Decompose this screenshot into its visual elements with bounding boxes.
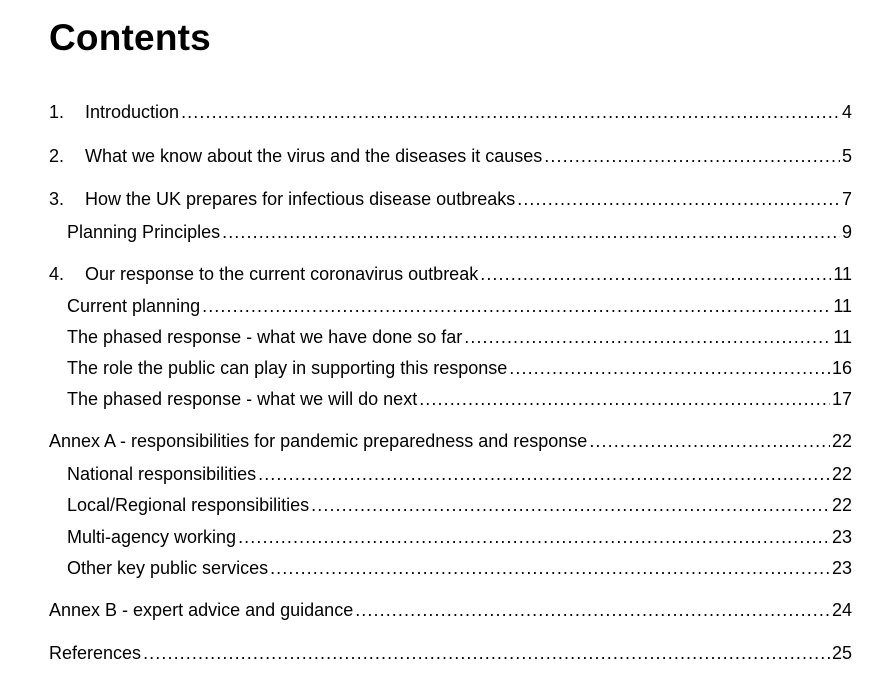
page-title: Contents	[49, 17, 211, 58]
toc-entry-page: 16	[831, 358, 852, 378]
toc-entry-page: 22	[831, 464, 852, 484]
toc-dot-leader	[311, 493, 830, 517]
toc-dot-leader	[544, 144, 840, 168]
toc-entry-text: The phased response - what we will do next	[67, 389, 418, 409]
toc-entry-page: 7	[841, 189, 852, 209]
toc-entry-text: Our response to the current coronavirus outbreak	[85, 264, 479, 284]
toc-entry-page: 23	[831, 527, 852, 547]
toc-entry-annex-b[interactable]	[49, 598, 852, 622]
toc-entry-page: 24	[831, 600, 852, 620]
toc-entry-text: The role the public can play in supporting this response	[67, 358, 508, 378]
toc-entry-text: Annex B - expert advice and guidance	[49, 600, 354, 620]
toc-entry-number: 2.	[49, 146, 65, 166]
toc-dot-leader	[238, 525, 830, 549]
toc-dot-leader	[181, 100, 840, 124]
toc-entry-local-regional-responsibilities[interactable]	[67, 493, 852, 517]
toc-dot-leader	[143, 641, 830, 665]
toc-dot-leader	[509, 356, 830, 380]
toc-entry-multi-agency-working[interactable]	[67, 525, 852, 549]
toc-entry-text: References	[49, 643, 142, 663]
toc-entry-text: National responsibilities	[67, 464, 257, 484]
toc-entry-text: Current planning	[67, 296, 201, 316]
toc-entry-page: 23	[831, 558, 852, 578]
toc-entry-text: Introduction	[85, 102, 180, 122]
toc-dot-leader	[589, 429, 830, 453]
toc-entry-references[interactable]	[49, 641, 852, 665]
toc-entry-page: 22	[831, 431, 852, 451]
toc-entry-number: 4.	[49, 264, 65, 284]
toc-entry-page: 11	[833, 296, 852, 316]
toc-entry-page: 17	[831, 389, 852, 409]
toc-entry-uk-prepares[interactable]	[49, 187, 852, 211]
toc-entry-text: Annex A - responsibilities for pandemic preparedness and response	[49, 431, 588, 451]
toc-entry-planning-principles[interactable]	[67, 220, 852, 244]
toc-entry-role-of-public[interactable]	[67, 356, 852, 380]
toc-entry-annex-a[interactable]	[49, 429, 852, 453]
toc-entry-page: 5	[841, 146, 852, 166]
toc-entry-page: 22	[831, 495, 852, 515]
toc-dot-leader	[270, 556, 830, 580]
toc-entry-text: The phased response - what we have done so far	[67, 327, 463, 347]
toc-dot-leader	[517, 187, 840, 211]
toc-entry-current-planning[interactable]	[67, 294, 852, 318]
toc-entry-page: 25	[831, 643, 852, 663]
toc-entry-introduction[interactable]	[49, 100, 852, 124]
toc-entry-other-key-public-services[interactable]	[67, 556, 852, 580]
toc-entry-page: 4	[841, 102, 852, 122]
toc-entry-what-we-know[interactable]	[49, 144, 852, 168]
toc-entry-text: Multi-agency working	[67, 527, 237, 547]
toc-dot-leader	[222, 220, 840, 244]
toc-dot-leader	[355, 598, 830, 622]
toc-entry-our-response[interactable]	[49, 262, 852, 286]
toc-entry-text: Planning Principles	[67, 222, 221, 242]
toc-entry-number: 1.	[49, 102, 65, 122]
toc-entry-number: 3.	[49, 189, 65, 209]
toc-dot-leader	[464, 325, 831, 349]
toc-entry-phased-response-so-far[interactable]	[67, 325, 852, 349]
toc-entry-text: How the UK prepares for infectious disease outbreaks	[85, 189, 516, 209]
toc-dot-leader	[419, 387, 830, 411]
toc-entry-text: Local/Regional responsibilities	[67, 495, 310, 515]
toc-dot-leader	[202, 294, 831, 318]
toc-dot-leader	[480, 262, 831, 286]
toc-entry-page: 9	[841, 222, 852, 242]
toc-entry-text: What we know about the virus and the diseases it causes	[85, 146, 543, 166]
toc-entry-page: 11	[833, 264, 852, 284]
toc-entry-text: Other key public services	[67, 558, 269, 578]
toc-entry-national-responsibilities[interactable]	[67, 462, 852, 486]
toc-entry-phased-response-next[interactable]	[67, 387, 852, 411]
toc-entry-page: 11	[833, 327, 852, 347]
toc-dot-leader	[258, 462, 830, 486]
